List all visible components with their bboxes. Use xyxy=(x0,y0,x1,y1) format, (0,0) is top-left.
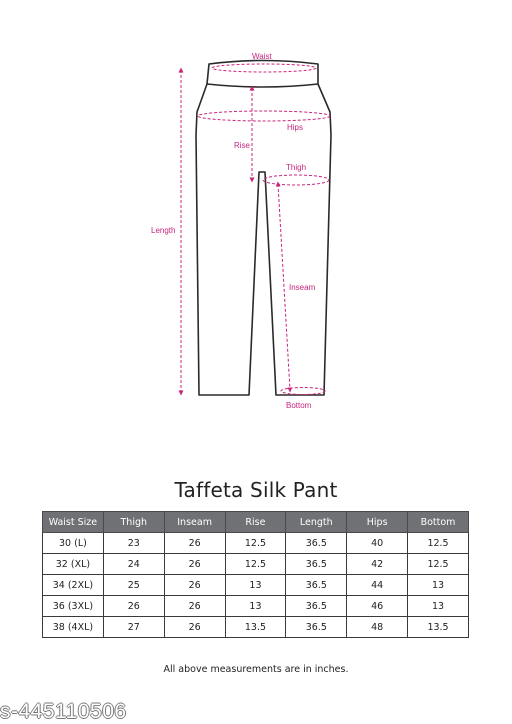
table-cell: 12.5 xyxy=(408,554,469,575)
measurement-marks xyxy=(181,64,330,395)
table-cell: 26 xyxy=(164,533,225,554)
bottom-ellipse xyxy=(281,388,325,395)
table-cell: 36.5 xyxy=(286,533,347,554)
table-cell: 26 xyxy=(164,596,225,617)
table-cell: 44 xyxy=(347,575,408,596)
watermark-text: s-445110506 xyxy=(0,700,127,723)
table-cell: 38 (4XL) xyxy=(43,617,104,638)
hips-label: Hips xyxy=(287,123,304,132)
thigh-label: Thigh xyxy=(286,163,307,172)
thigh-ellipse xyxy=(263,175,329,185)
size-chart-table xyxy=(42,511,469,638)
length-label: Length xyxy=(151,226,176,235)
table-cell: 27 xyxy=(103,617,164,638)
table-cell: 36 (3XL) xyxy=(43,596,104,617)
table-cell: 36.5 xyxy=(286,554,347,575)
table-cell: 13 xyxy=(408,596,469,617)
pant-outline xyxy=(196,61,331,396)
header-length: Length xyxy=(286,512,347,533)
table-cell: 25 xyxy=(103,575,164,596)
table-cell: 12.5 xyxy=(225,533,286,554)
header-rise: Rise xyxy=(225,512,286,533)
table-header-row xyxy=(43,512,469,533)
inseam-label: Inseam xyxy=(289,283,316,292)
hips-ellipse xyxy=(198,111,330,121)
table-cell: 12.5 xyxy=(225,554,286,575)
table-cell: 26 xyxy=(103,596,164,617)
table-cell: 36.5 xyxy=(286,617,347,638)
table-row xyxy=(43,533,469,554)
table-cell: 34 (2XL) xyxy=(43,575,104,596)
table-row xyxy=(43,617,469,638)
waist-ellipse xyxy=(212,64,316,72)
table-cell: 36.5 xyxy=(286,596,347,617)
table-cell: 23 xyxy=(103,533,164,554)
table-cell: 42 xyxy=(347,554,408,575)
header-waist-size: Waist Size xyxy=(43,512,104,533)
pant-body xyxy=(196,84,331,395)
table-cell: 40 xyxy=(347,533,408,554)
table-cell: 36.5 xyxy=(286,575,347,596)
measurement-footnote: All above measurements are in inches. xyxy=(163,664,349,675)
table-cell: 13.5 xyxy=(225,617,286,638)
rise-label: Rise xyxy=(234,141,251,150)
table-cell: 26 xyxy=(164,617,225,638)
table-cell: 13 xyxy=(225,575,286,596)
header-hips: Hips xyxy=(347,512,408,533)
waist-label: Waist xyxy=(252,52,272,61)
table-cell: 32 (XL) xyxy=(43,554,104,575)
table-cell: 13 xyxy=(225,596,286,617)
table-cell: 12.5 xyxy=(408,533,469,554)
table-cell: 46 xyxy=(347,596,408,617)
table-row xyxy=(43,554,469,575)
table-row xyxy=(43,575,469,596)
table-cell: 30 (L) xyxy=(43,533,104,554)
table-cell: 13 xyxy=(408,575,469,596)
header-bottom: Bottom xyxy=(408,512,469,533)
table-cell: 26 xyxy=(164,575,225,596)
page-title: Taffeta Silk Pant xyxy=(174,478,338,502)
header-inseam: Inseam xyxy=(164,512,225,533)
header-thigh: Thigh xyxy=(103,512,164,533)
bottom-label: Bottom xyxy=(286,401,312,410)
table-row xyxy=(43,596,469,617)
table-cell: 26 xyxy=(164,554,225,575)
table-cell: 24 xyxy=(103,554,164,575)
table-cell: 48 xyxy=(347,617,408,638)
table-cell: 13.5 xyxy=(408,617,469,638)
